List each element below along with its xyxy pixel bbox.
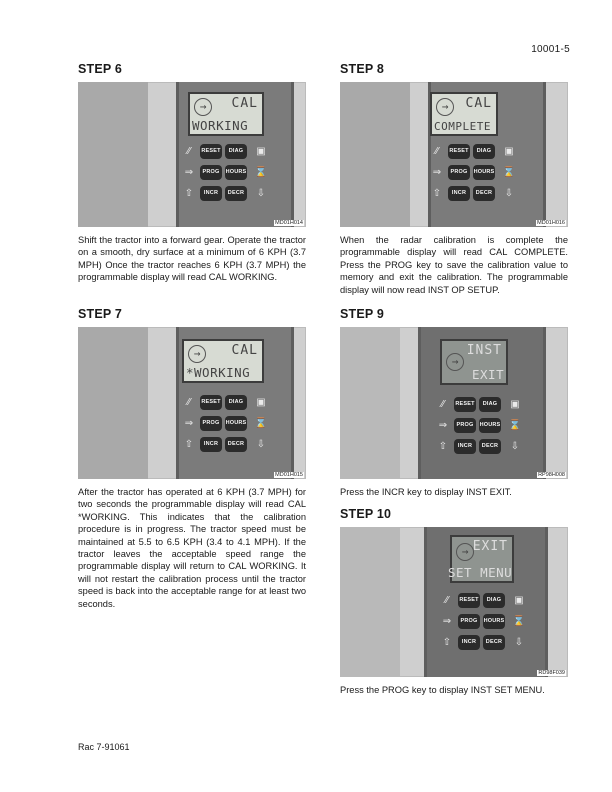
keypad <box>182 395 268 458</box>
down-arrow-icon: ⇩ <box>256 188 266 199</box>
diag-key: DIAG <box>479 397 501 412</box>
arrow-icon: → <box>436 98 454 116</box>
arrow-icon: → <box>446 353 464 371</box>
hourglass-icon: ⌛ <box>502 167 516 178</box>
arrow-icon: → <box>194 98 212 116</box>
tractor-icon: ▣ <box>256 146 266 157</box>
hourglass-icon: ⌛ <box>254 418 268 429</box>
incr-key: INCR <box>200 186 222 201</box>
arrow-right-icon: ⇒ <box>438 420 448 431</box>
step-6 <box>78 62 306 284</box>
prog-key: PROG <box>448 165 470 180</box>
photo-code: RD98F039 <box>538 670 565 676</box>
keypad <box>430 144 516 207</box>
prog-key: PROG <box>200 165 222 180</box>
arrow-right-icon: ⇒ <box>442 616 452 627</box>
hours-key: HOURS <box>479 418 501 433</box>
prog-key: PROG <box>454 418 476 433</box>
display-photo <box>340 327 568 479</box>
display-photo <box>340 82 568 227</box>
step-title: STEP 6 <box>78 62 123 76</box>
down-arrow-icon: ⇩ <box>510 441 520 452</box>
step-9 <box>340 307 568 498</box>
reset-key: RESET <box>454 397 476 412</box>
hourglass-icon: ⌛ <box>254 167 268 178</box>
arrow-right-icon: ⇒ <box>432 167 442 178</box>
tractor-icon: ▣ <box>504 146 514 157</box>
lcd-display: → CAL *WORKING <box>182 339 264 383</box>
spray-icon: ⁄⁄ <box>445 595 449 606</box>
incr-key: INCR <box>454 439 476 454</box>
arrow-right-icon: ⇒ <box>184 167 194 178</box>
reset-key: RESET <box>200 395 222 410</box>
down-arrow-icon: ⇩ <box>504 188 514 199</box>
spray-icon: ⁄⁄ <box>441 399 445 410</box>
prog-key: PROG <box>200 416 222 431</box>
step-8 <box>340 62 568 296</box>
prog-key: PROG <box>458 614 480 629</box>
step-title: STEP 9 <box>340 307 385 321</box>
display-photo <box>78 82 306 227</box>
up-arrow-icon: ⇧ <box>184 439 194 450</box>
reset-key: RESET <box>458 593 480 608</box>
step-10 <box>340 507 568 696</box>
hours-key: HOURS <box>225 416 247 431</box>
hourglass-icon: ⌛ <box>508 420 522 431</box>
step-7 <box>78 307 306 610</box>
arrow-right-icon: ⇒ <box>184 418 194 429</box>
decr-key: DECR <box>473 186 495 201</box>
diag-key: DIAG <box>225 395 247 410</box>
spray-icon: ⁄⁄ <box>435 146 439 157</box>
incr-key: INCR <box>458 635 480 650</box>
hourglass-icon: ⌛ <box>512 616 526 627</box>
tractor-icon: ▣ <box>510 399 520 410</box>
photo-code: MD01H015 <box>275 472 303 478</box>
up-arrow-icon: ⇧ <box>184 188 194 199</box>
hours-key: HOURS <box>483 614 505 629</box>
arrow-icon: → <box>456 543 474 561</box>
step-description: Press the PROG key to display INST SET MENU. <box>340 685 545 695</box>
up-arrow-icon: ⇧ <box>432 188 442 199</box>
reset-key: RESET <box>200 144 222 159</box>
hours-key: HOURS <box>225 165 247 180</box>
step-title: STEP 10 <box>340 507 392 521</box>
keypad <box>436 397 522 460</box>
arrow-icon: → <box>188 345 206 363</box>
decr-key: DECR <box>225 186 247 201</box>
lcd-display: → CAL COMPLETE <box>430 92 498 136</box>
keypad <box>182 144 268 207</box>
incr-key: INCR <box>448 186 470 201</box>
keypad <box>440 593 526 656</box>
decr-key: DECR <box>479 439 501 454</box>
display-photo <box>340 527 568 677</box>
step-title: STEP 7 <box>78 307 123 321</box>
hours-key: HOURS <box>473 165 495 180</box>
step-description: Press the INCR key to display INST EXIT. <box>340 487 512 497</box>
decr-key: DECR <box>225 437 247 452</box>
diag-key: DIAG <box>225 144 247 159</box>
down-arrow-icon: ⇩ <box>256 439 266 450</box>
spray-icon: ⁄⁄ <box>187 397 191 408</box>
step-description: When the radar calibration is complete the programmable display will read CAL COMPLETE. Press the PROG key to save the calibration value to memory and exit the calibration. The programmable display will now read INST OP SETUP. <box>340 235 568 295</box>
decr-key: DECR <box>483 635 505 650</box>
tractor-icon: ▣ <box>514 595 524 606</box>
step-description: After the tractor has operated at 6 KPH (3.7 MPH) for two seconds the programmable display will read CAL *WORKING. This indicates that the calibration procedure is in progress. The tractor speed must be maintained at 5.5 to 6.5 KPH (3.4 to 4.1 MPH). If the tractor leaves the acceptable speed range the programmable display will return to CAL WORKING. It will not restart the calibration process until the tractor speed is back into the acceptable range for at least two seconds. <box>78 487 306 609</box>
display-photo <box>78 327 306 479</box>
up-arrow-icon: ⇧ <box>442 637 452 648</box>
footer-code: Rac 7-91061 <box>78 742 130 752</box>
incr-key: INCR <box>200 437 222 452</box>
step-description: Shift the tractor into a forward gear. Operate the tractor on a smooth, dry surface at a minimum of 6 KPH (3.7 MPH) Once the tractor reaches 6 KPH (3.7 MPH) the programmable display will read CAL WORKING. <box>78 235 306 283</box>
lcd-display: → CAL WORKING <box>188 92 264 136</box>
reset-key: RESET <box>448 144 470 159</box>
tractor-icon: ▣ <box>256 397 266 408</box>
page-number: 10001-5 <box>531 44 570 55</box>
photo-code: MD01H014 <box>275 220 303 226</box>
photo-code: RP98H008 <box>538 472 565 478</box>
diag-key: DIAG <box>473 144 495 159</box>
spray-icon: ⁄⁄ <box>187 146 191 157</box>
lcd-display: → EXIT SET MENU <box>450 535 514 583</box>
diag-key: DIAG <box>483 593 505 608</box>
down-arrow-icon: ⇩ <box>514 637 524 648</box>
photo-code: MD01H016 <box>537 220 565 226</box>
lcd-display: → INST EXIT <box>440 339 508 385</box>
up-arrow-icon: ⇧ <box>438 441 448 452</box>
step-title: STEP 8 <box>340 62 385 76</box>
